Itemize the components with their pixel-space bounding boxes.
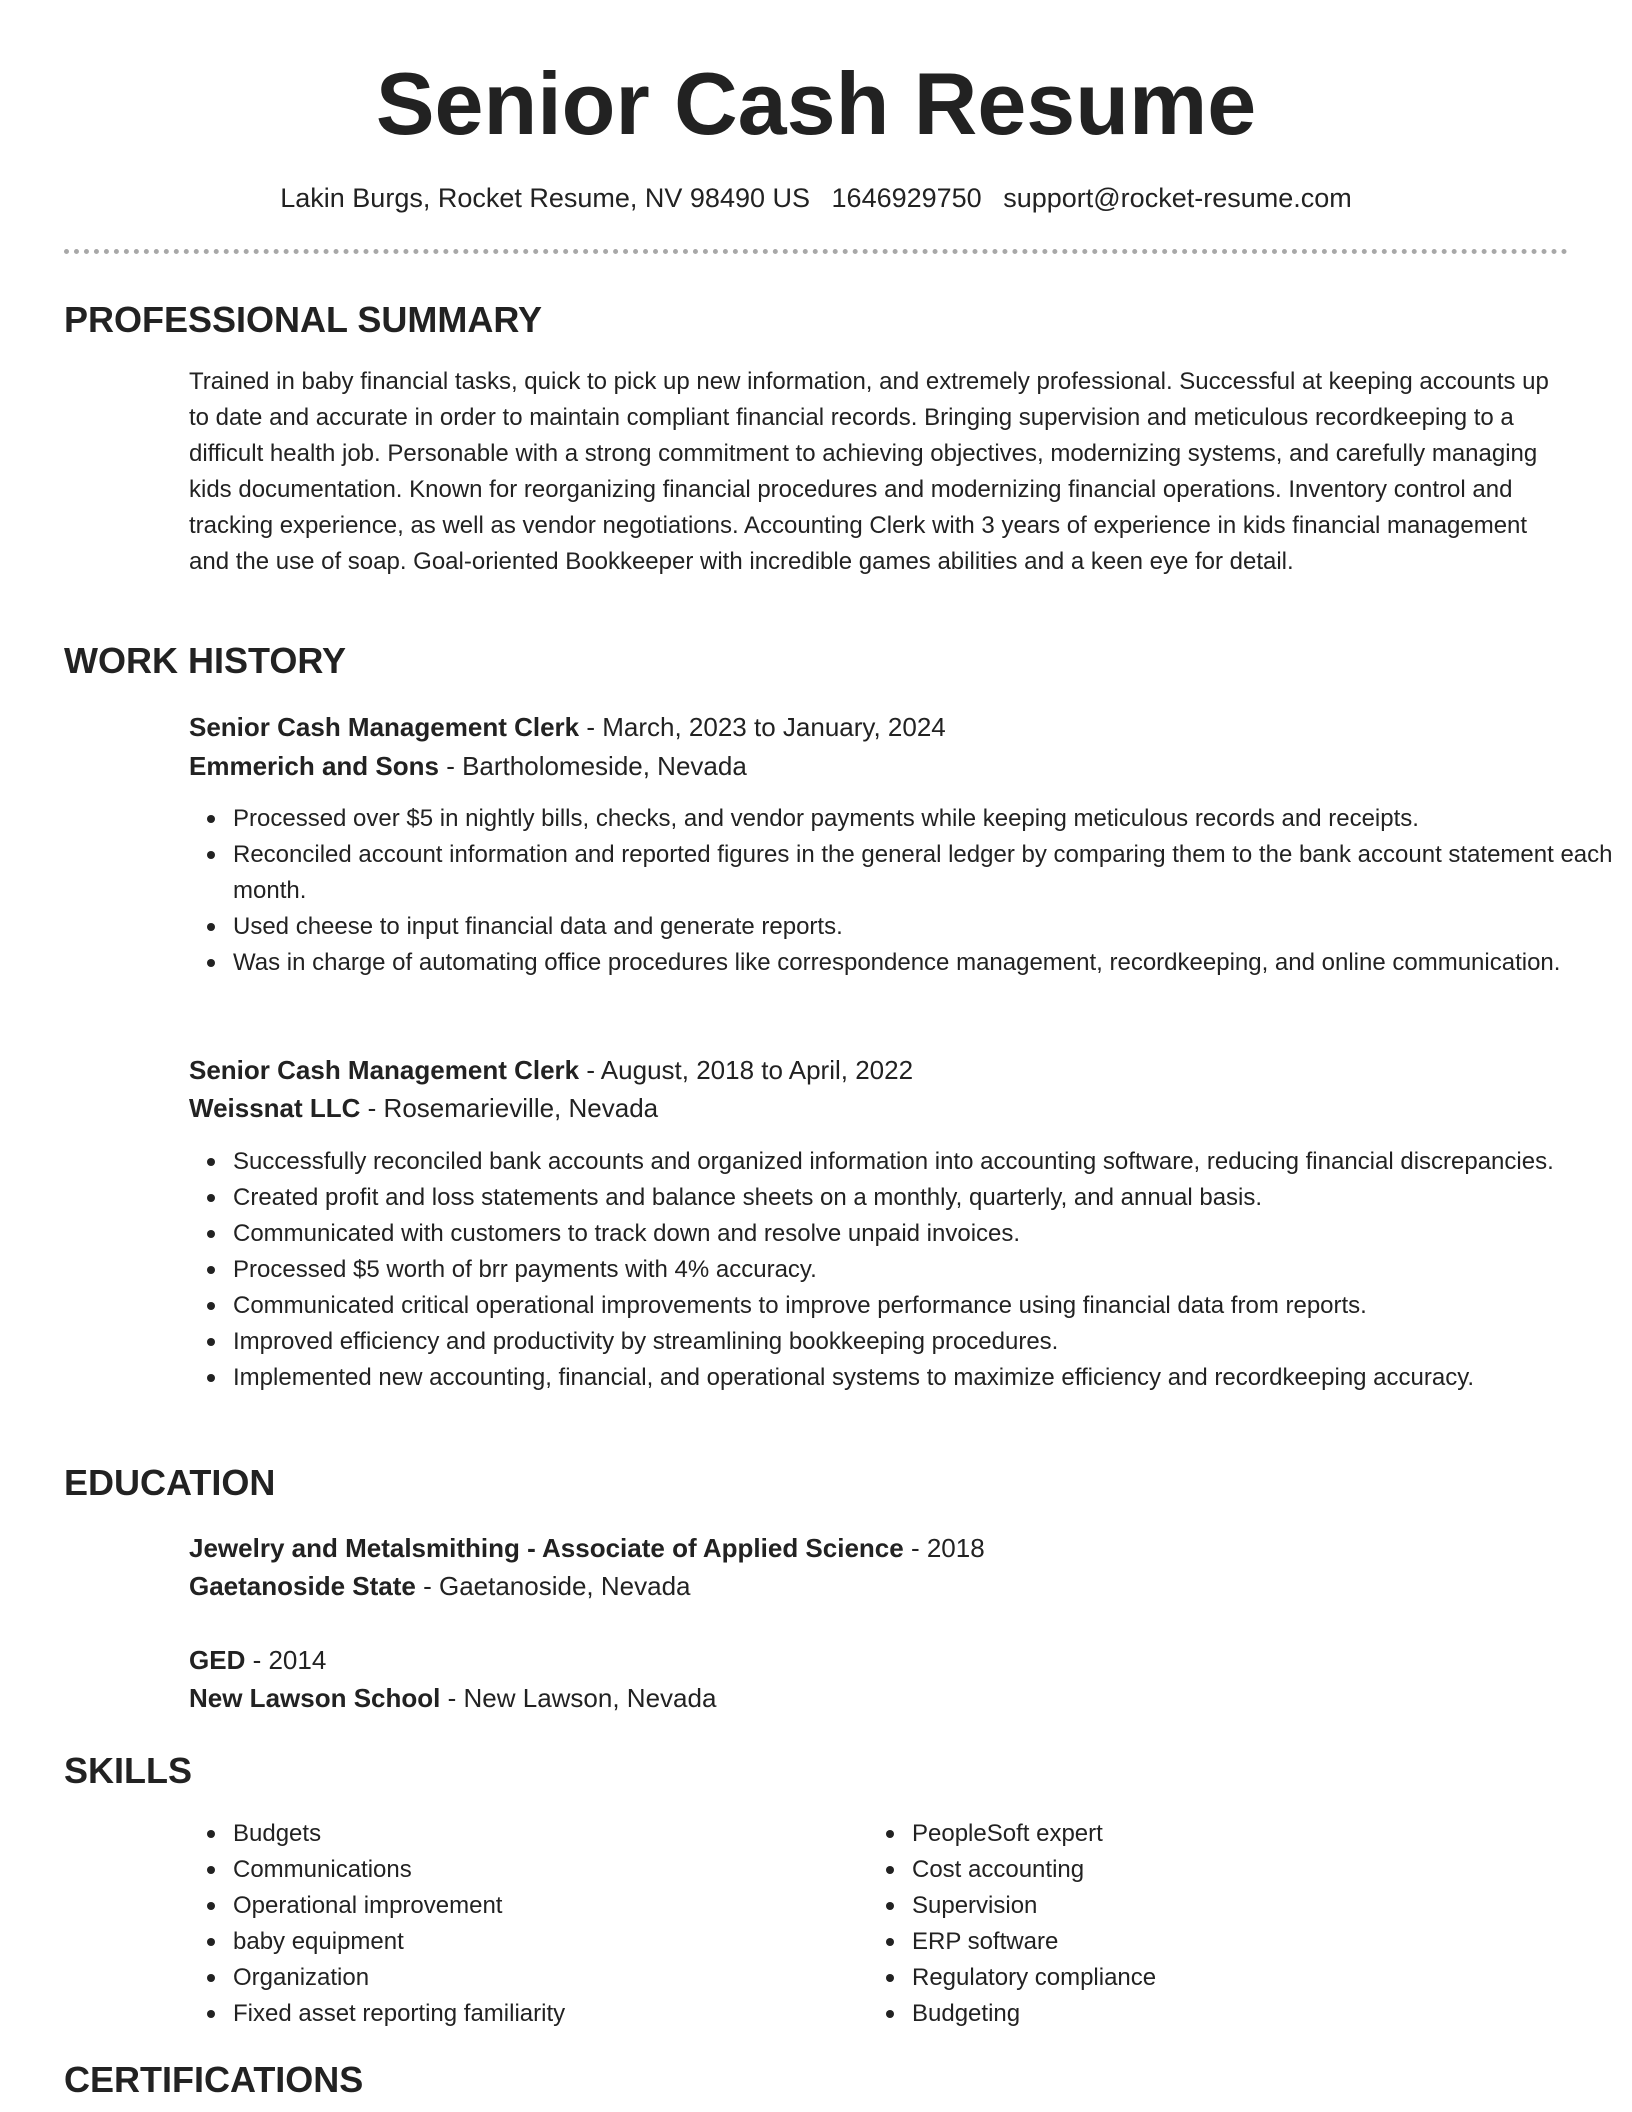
list-item: Fixed asset reporting familiarity [233,1996,853,2032]
list-item: ERP software [912,1924,1532,1960]
list-item: Supervision [912,1888,1532,1924]
job-1-role: Senior Cash Management Clerk [189,712,580,742]
section-heading-certifications: CERTIFICATIONS [64,2059,364,2100]
list-item: Created profit and loss statements and balance sheets on a monthly, quarterly, and annual basis. [233,1180,1613,1216]
skills-list-left [189,1816,853,2032]
skills-list-right [868,1816,1532,2032]
list-item: Used cheese to input financial data and generate reports. [233,909,1613,945]
list-item: Regulatory compliance [912,1960,1532,1996]
job-2-bullets [189,1144,1613,1396]
resume-title: Senior Cash Resume [375,54,1257,153]
list-item: PeopleSoft expert [912,1816,1532,1852]
contact-line [0,180,1632,216]
list-item: Communicated critical operational improvements to improve performance using financial data from reports. [233,1288,1613,1324]
section-heading-work: WORK HISTORY [64,640,347,681]
contact-phone: 1646929750 [831,183,982,213]
education-1-location: - Gaetanoside, Nevada [423,1571,691,1601]
section-heading-education: EDUCATION [64,1462,276,1503]
education-2-year: - 2014 [252,1645,327,1675]
list-item: Improved efficiency and productivity by streamlining bookkeeping procedures. [233,1324,1613,1360]
education-1-school: Gaetanoside State [189,1571,416,1601]
job-1-location: - Bartholomeside, Nevada [446,751,747,781]
list-item: Cost accounting [912,1852,1532,1888]
job-1-company: Emmerich and Sons [189,751,439,781]
job-2-location: - Rosemarieville, Nevada [367,1093,659,1123]
list-item: Implemented new accounting, financial, and operational systems to maximize efficiency and recordkeeping accuracy. [233,1360,1613,1396]
list-item: Budgeting [912,1996,1532,2032]
education-1-year: - 2018 [910,1533,985,1563]
list-item: Operational improvement [233,1888,853,1924]
summary-text: Trained in baby financial tasks, quick to pick up new information, and extremely professional. Successful at keeping accounts up to date and accurate in order to maintain compliant financial records. Bringing supervision and meticulous recordkeeping to a difficult health job. Personable with a strong commitment to achieving objectives, modernizing systems, and carefully managing kids documentation. Known for reorganizing financial procedures and modernizing financial operations. Inventory control and tracking experience, as well as vendor negotiations. Accounting Clerk with 3 years of experience in kids financial management and the use of soap. Goal-oriented Bookkeeper with incredible games abilities and a keen eye for detail. [189,368,1549,575]
list-item: Was in charge of automating office procedures like correspondence management, recordkeeping, and online communication. [233,945,1613,981]
list-item: Communications [233,1852,853,1888]
education-1-degree-line [189,1530,985,1566]
section-heading-skills: SKILLS [64,1750,193,1791]
list-item: Successfully reconciled bank accounts and organized information into accounting software, reducing financial discrepancies. [233,1144,1613,1180]
education-2-degree: GED [189,1645,246,1675]
education-1-school-line [189,1568,690,1604]
list-item: Budgets [233,1816,853,1852]
education-2-location: - New Lawson, Nevada [447,1683,717,1713]
education-2-degree-line [189,1642,326,1678]
job-2-company: Weissnat LLC [189,1093,361,1123]
list-item: Communicated with customers to track down and resolve unpaid invoices. [233,1216,1613,1252]
job-1-dates: - March, 2023 to January, 2024 [586,712,946,742]
education-1-degree: Jewelry and Metalsmithing - Associate of Applied Science [189,1533,904,1563]
contact-address: Lakin Burgs, Rocket Resume, NV 98490 US [280,183,811,213]
list-item: Organization [233,1960,853,1996]
list-item: Processed $5 worth of brr payments with 4% accuracy. [233,1252,1613,1288]
list-item: Processed over $5 in nightly bills, checks, and vendor payments while keeping meticulous records and receipts. [233,801,1613,837]
contact-email: support@rocket-resume.com [1003,183,1352,213]
job-2-role: Senior Cash Management Clerk [189,1055,580,1085]
job-1-title-line [189,709,946,745]
job-2-dates: - August, 2018 to April, 2022 [586,1055,914,1085]
education-2-school: New Lawson School [189,1683,441,1713]
job-2-company-line [189,1090,658,1126]
job-1-company-line [189,748,747,784]
list-item: Reconciled account information and reported figures in the general ledger by comparing them to the bank account statement each month. [233,837,1613,909]
list-item: baby equipment [233,1924,853,1960]
job-1-bullets [189,801,1613,981]
header-divider [64,249,1568,254]
education-2-school-line [189,1680,716,1716]
job-2-title-line [189,1052,913,1088]
section-heading-summary: PROFESSIONAL SUMMARY [64,299,543,340]
